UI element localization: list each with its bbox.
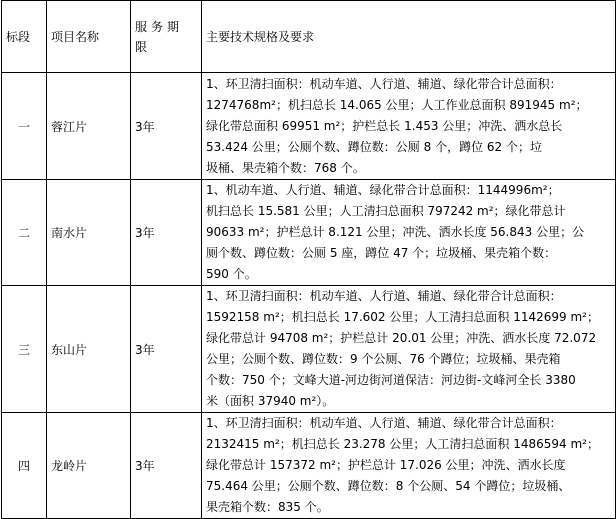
spec-line: 绿化带总计 94708 m²；护栏总计 20.01 公里；冲洗、洒水长度 72.072 (206, 331, 597, 345)
spec-line: 1592158 m²；机扫总长 17.602 公里；人工清扫总面积 1142699 m²； (206, 310, 599, 324)
row-section: 三 (2, 286, 47, 413)
spec-line: 厕个数、蹲位数：公厕 5 座，蹲位 47 个；垃圾桶、果壳箱个数： (206, 246, 557, 260)
spec-line: 590 个。 (206, 267, 257, 281)
spec-line: 2132415 m²；机扫总长 23.278 公里；人工清扫总面积 1486594 m²； (206, 437, 599, 451)
spec-line: 公里；公厕个数、蹲位数：9 个公厕、76 个蹲位；垃圾桶、果壳箱 (206, 352, 561, 366)
spec-line: 75.464 公里；公厕个数、蹲位数：8 个公厕、54 个蹲位；垃圾桶、 (206, 479, 571, 493)
header-project: 项目名称 (47, 1, 131, 73)
spec-line: 90633 m²；护栏总计 8.121 公里；冲洗、洒水长度 56.843 公里；公 (206, 225, 585, 239)
table-row (2, 413, 616, 519)
spec-line: 绿化带总面积 69951 m²；护栏总长 1.453 公里；冲洗、洒水总长 (206, 118, 563, 133)
spec-line: 1、环卫清扫面积：机动车道、人行道、辅道、绿化带合计总面积： (206, 416, 562, 430)
service-scope-table (1, 0, 616, 519)
row-spec (202, 413, 616, 519)
row-project: 东山片 (47, 286, 131, 413)
spec-line: 圾桶、果壳箱个数：768 个。 (206, 160, 365, 175)
row-spec (202, 73, 616, 180)
header-term: 服务期限 (131, 1, 202, 73)
spec-line: 果壳箱个数：835 个。 (206, 500, 329, 514)
row-term: 3年 (131, 286, 202, 413)
spec-line: 绿化带总计 157372 m²；护栏总计 17.026 公里；冲洗、洒水长度 (206, 458, 566, 472)
row-term: 3年 (131, 413, 202, 519)
table-row (2, 286, 616, 413)
row-project: 南水片 (47, 180, 131, 286)
header-section: 标段 (2, 1, 47, 73)
spec-line: 1、机动车道、人行道、辅道、绿化带合计总面积：1144996m²； (206, 183, 560, 197)
row-spec (202, 180, 616, 286)
row-term: 3年 (131, 73, 202, 180)
row-section: 一 (2, 73, 47, 180)
table-row (2, 73, 616, 180)
spec-line: 53.424 公里；公厕个数、蹲位数：公厕 8 个，蹲位 62 个；垃 (206, 139, 542, 154)
table-row (2, 180, 616, 286)
spec-line: 个数：750 个；文峰大道-河边街河道保洁：河边街-文峰河全长 3380 (206, 373, 576, 387)
row-spec (202, 286, 616, 413)
spec-line: 机扫总长 15.581 公里；人工清扫总面积 797242 m²；绿化带总计 (206, 204, 566, 218)
row-term: 3年 (131, 180, 202, 286)
row-project: 龙岭片 (47, 413, 131, 519)
header-row (2, 1, 616, 73)
spec-line: 米（面积 37940 m²）。 (206, 394, 335, 408)
header-spec: 主要技术规格及要求 (202, 1, 616, 73)
spec-line: 1274768m²；机扫总长 14.065 公里；人工作业总面积 891945 m²； (206, 97, 588, 112)
row-section: 二 (2, 180, 47, 286)
spec-line: 1、环卫清扫面积：机动车道、人行道、辅道、绿化带合计总面积： (206, 289, 562, 303)
row-section: 四 (2, 413, 47, 519)
row-project: 蓉江片 (47, 73, 131, 180)
spec-line: 1、环卫清扫面积：机动车道、人行道、辅道、绿化带合计总面积： (206, 76, 562, 91)
